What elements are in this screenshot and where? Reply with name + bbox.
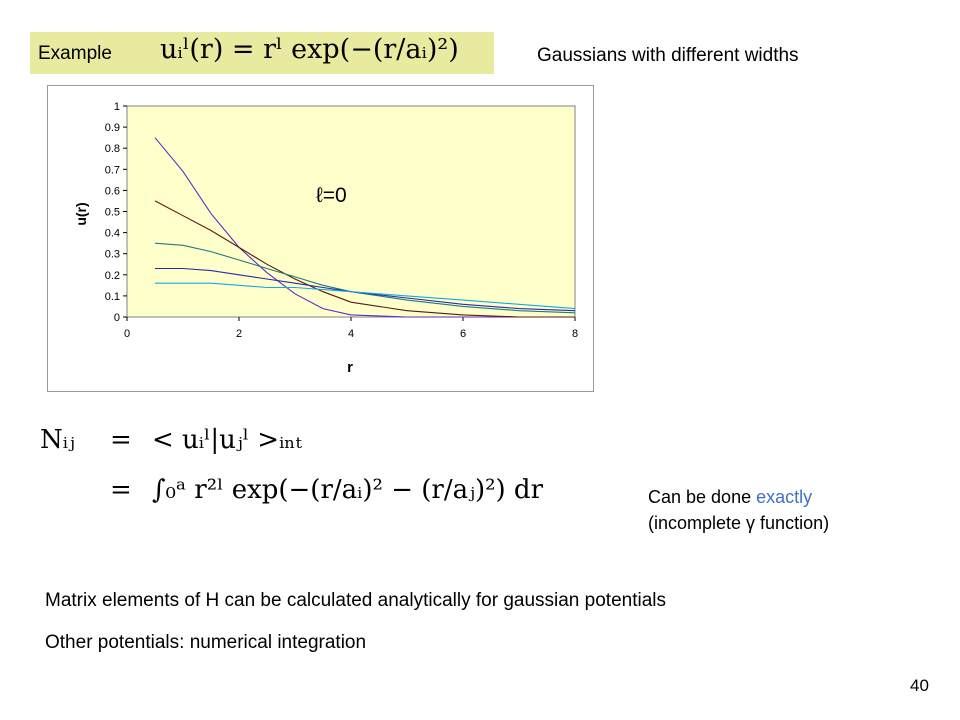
x-axis-label: r <box>347 359 353 376</box>
exact-note-line2: (incomplete γ function) <box>648 513 830 533</box>
chart-caption: Gaussians with different widths <box>537 45 799 66</box>
y-axis-label: u(r) <box>73 202 89 226</box>
x-tick-label: 8 <box>571 328 579 340</box>
exact-note-prefix: Can be done <box>648 487 757 507</box>
y-tick-label: 1 <box>113 101 120 113</box>
y-tick-label: 0.5 <box>104 206 120 219</box>
y-tick-label: 0.2 <box>104 269 120 282</box>
page-number: 40 <box>910 676 929 695</box>
chart-annotation: ℓ=0 <box>316 184 347 207</box>
example-formula: uᵢˡ(r) = rˡ exp(−(r/aᵢ)²) <box>160 34 459 65</box>
y-tick-label: 0.3 <box>104 248 120 261</box>
y-tick-label: 0.1 <box>104 290 120 303</box>
nij-equals-1: = <box>110 425 132 455</box>
nij-equals-2: = <box>110 475 132 505</box>
y-tick-label: 0.7 <box>104 164 120 177</box>
x-tick-label: 4 <box>347 328 355 340</box>
y-tick-label: 0 <box>113 312 120 324</box>
nij-integral: ∫₀ᵃ r²ˡ exp(−(r/aᵢ)² − (r/aⱼ)²) dr <box>152 475 544 505</box>
x-tick-label: 2 <box>235 328 243 340</box>
gaussian-chart <box>48 86 593 391</box>
example-label: Example <box>38 43 112 64</box>
y-tick-label: 0.6 <box>104 185 120 198</box>
plot-background <box>127 106 575 317</box>
other-potentials-text: Other potentials: numerical integration <box>45 632 367 653</box>
chart-frame <box>47 85 594 392</box>
y-tick-label: 0.4 <box>104 227 120 240</box>
exact-note-highlight: exactly <box>756 487 813 507</box>
exact-note <box>648 484 829 536</box>
x-tick-label: 0 <box>123 328 131 340</box>
y-tick-label: 0.8 <box>104 143 120 156</box>
nij-lhs: Nᵢⱼ <box>40 425 75 455</box>
nij-overlap-bracket: < uᵢˡ|uⱼˡ >ᵢₙₜ <box>152 425 302 455</box>
x-tick-label: 6 <box>459 328 467 340</box>
y-tick-label: 0.9 <box>104 122 120 135</box>
plot-area <box>105 101 578 340</box>
matrix-elements-text: Matrix elements of H can be calculated analytically for gaussian potentials <box>45 590 666 611</box>
